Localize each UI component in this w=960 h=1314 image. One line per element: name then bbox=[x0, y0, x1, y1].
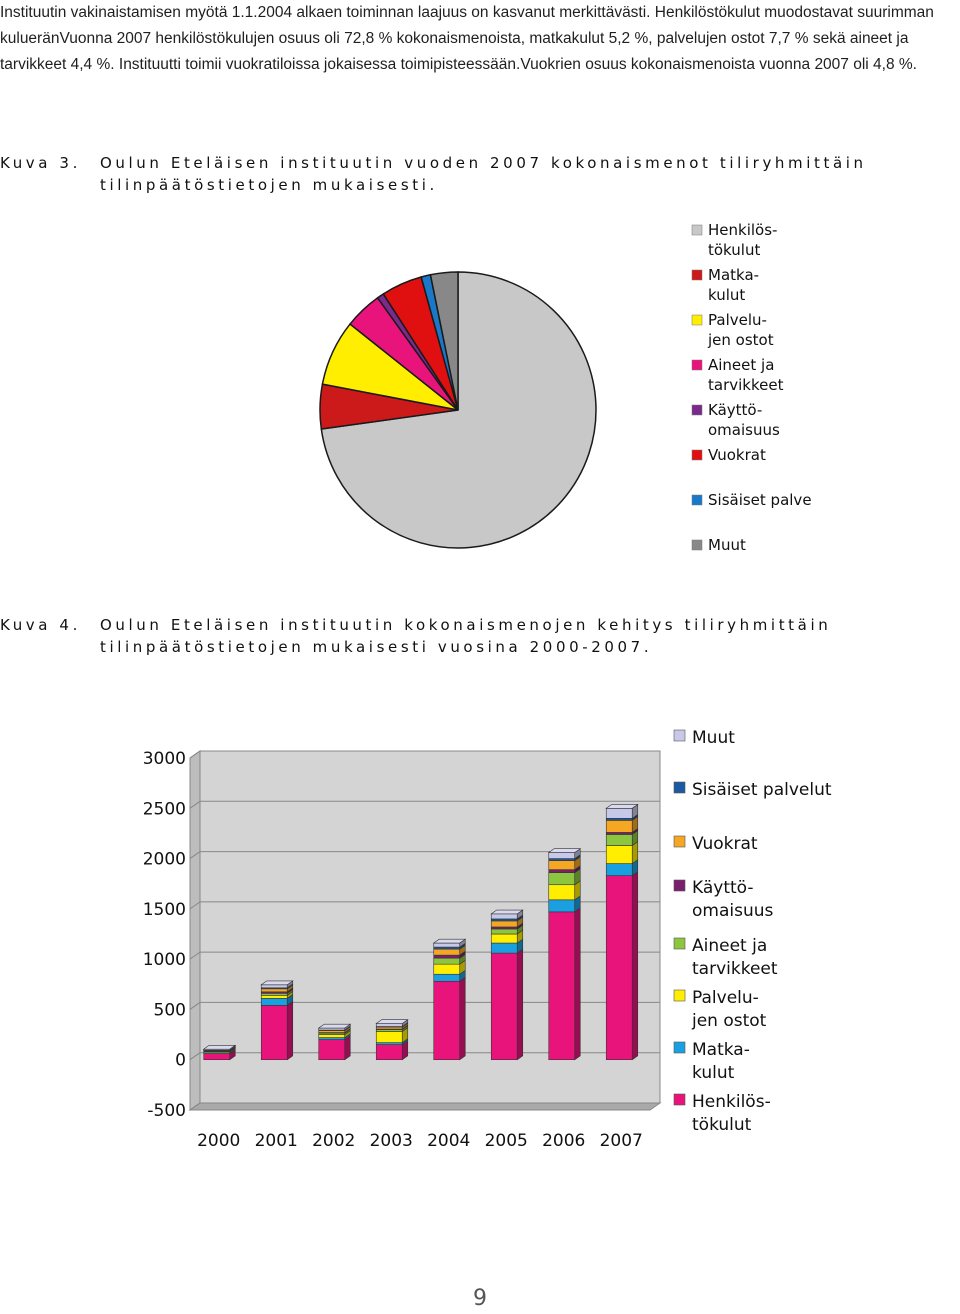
legend-swatch bbox=[692, 270, 702, 280]
bar-segment bbox=[261, 989, 287, 992]
legend-label: tarvikkeet bbox=[708, 376, 784, 394]
bar-segment bbox=[319, 1040, 345, 1060]
bar-segment-side bbox=[287, 1002, 293, 1060]
legend-label: Käyttö- bbox=[708, 401, 763, 419]
bar-segment bbox=[434, 974, 460, 981]
plot-floor bbox=[190, 1103, 660, 1110]
bar-top bbox=[606, 804, 638, 808]
bar-segment bbox=[606, 818, 632, 820]
legend-swatch bbox=[692, 495, 702, 505]
bar-segment bbox=[491, 914, 517, 919]
bar-top bbox=[319, 1024, 351, 1028]
bar-segment-side bbox=[517, 949, 523, 1059]
legend-label: jen ostot bbox=[692, 1011, 767, 1031]
legend-label: Sisäiset palvelut bbox=[692, 780, 832, 800]
legend-label: Henkilös- bbox=[708, 221, 778, 239]
bar-segment bbox=[434, 955, 460, 958]
y-tick-label: -500 bbox=[147, 1101, 186, 1121]
bar-segment bbox=[491, 919, 517, 921]
legend-label: Vuokrat bbox=[708, 446, 766, 464]
legend-label: jen ostot bbox=[708, 331, 774, 349]
bar-segment bbox=[491, 934, 517, 943]
bar-segment bbox=[549, 885, 575, 900]
bar-segment bbox=[491, 927, 517, 929]
bar-segment-side bbox=[460, 977, 466, 1059]
x-tick-label: 2001 bbox=[254, 1131, 298, 1151]
legend-swatch bbox=[692, 360, 702, 370]
bar-segment bbox=[606, 808, 632, 818]
legend-label: omaisuus bbox=[708, 421, 780, 439]
legend-label: Aineet ja bbox=[708, 356, 775, 374]
bar-segment bbox=[434, 981, 460, 1059]
bar-segment bbox=[376, 1032, 402, 1043]
legend-label: Käyttö- bbox=[692, 878, 754, 898]
x-tick-label: 2006 bbox=[542, 1131, 586, 1151]
legend-swatch bbox=[692, 405, 702, 415]
bar-segment bbox=[606, 864, 632, 876]
bar-segment bbox=[491, 943, 517, 953]
bar-top bbox=[204, 1045, 236, 1049]
figure3-label: Kuva 3. bbox=[0, 154, 81, 172]
bar-segment bbox=[549, 861, 575, 870]
y-tick-label: 3000 bbox=[142, 749, 186, 769]
bar-segment bbox=[606, 834, 632, 845]
legend-label: tarvikkeet bbox=[692, 959, 778, 979]
x-tick-label: 2003 bbox=[369, 1131, 413, 1151]
legend-swatch bbox=[692, 225, 702, 235]
legend-swatch bbox=[674, 836, 685, 847]
legend-label: Sisäiset palve bbox=[708, 491, 812, 509]
legend-label: kulut bbox=[708, 286, 746, 304]
x-tick-label: 2005 bbox=[484, 1131, 528, 1151]
legend-swatch bbox=[674, 730, 685, 741]
figure4-label: Kuva 4. bbox=[0, 616, 81, 634]
bar-segment bbox=[434, 943, 460, 947]
bar-segment bbox=[376, 1024, 402, 1027]
pie-chart bbox=[0, 215, 960, 565]
legend-label: Aineet ja bbox=[692, 936, 768, 956]
bar-segment bbox=[549, 900, 575, 912]
legend-label: Muut bbox=[692, 728, 735, 748]
bar-segment bbox=[549, 859, 575, 861]
bar-segment bbox=[261, 998, 287, 1005]
legend-swatch bbox=[674, 880, 685, 891]
legend-label: Matka- bbox=[708, 266, 760, 284]
legend-swatch bbox=[674, 1094, 685, 1105]
y-tick-label: 2000 bbox=[142, 849, 186, 870]
figure3-title-line1: Oulun Eteläisen instituutin vuoden 2007 kokonaismenot tiliryhmittäin bbox=[100, 154, 867, 172]
bar-segment bbox=[606, 820, 632, 832]
bar-segment bbox=[376, 1043, 402, 1045]
bar-segment bbox=[319, 1035, 345, 1038]
legend-swatch bbox=[674, 1042, 685, 1053]
legend-swatch bbox=[692, 450, 702, 460]
figure3-caption bbox=[0, 154, 867, 194]
bar-segment bbox=[261, 995, 287, 998]
figure4-title-line1: Oulun Eteläisen instituutin kokonaismenojen kehitys tiliryhmittäin bbox=[100, 616, 832, 634]
y-tick-label: 1500 bbox=[142, 899, 186, 920]
stacked-bar-chart bbox=[0, 720, 960, 1160]
y-tick-label: 500 bbox=[153, 1000, 186, 1021]
x-tick-label: 2002 bbox=[312, 1131, 356, 1151]
figure4-title-line2: tilinpäätöstietojen mukaisesti vuosina 2000-2007. bbox=[100, 638, 653, 656]
bar-segment bbox=[376, 1027, 402, 1029]
bar-segment bbox=[319, 1038, 345, 1040]
bar-segment bbox=[434, 958, 460, 964]
figure3-title-line2: tilinpäätöstietojen mukaisesti. bbox=[100, 176, 438, 194]
bar-segment bbox=[319, 1028, 345, 1030]
bar-segment bbox=[491, 921, 517, 927]
bar-segment bbox=[376, 1045, 402, 1060]
bar-segment bbox=[434, 949, 460, 955]
legend-swatch bbox=[674, 938, 685, 949]
legend-swatch bbox=[692, 540, 702, 550]
bar-segment bbox=[261, 985, 287, 988]
y-tick-label: 1000 bbox=[142, 950, 186, 971]
bar-segment bbox=[606, 845, 632, 863]
legend-label: Matka- bbox=[692, 1040, 750, 1060]
legend-label: tökulut bbox=[708, 241, 761, 259]
y-tick-label: 0 bbox=[175, 1050, 186, 1071]
page-number: 9 bbox=[473, 1286, 487, 1311]
bar-top bbox=[376, 1020, 408, 1024]
bar-segment bbox=[606, 876, 632, 1060]
bar-segment bbox=[491, 929, 517, 934]
x-tick-label: 2000 bbox=[197, 1131, 241, 1151]
x-tick-label: 2004 bbox=[427, 1131, 471, 1151]
legend-label: Palvelu- bbox=[692, 988, 759, 1008]
bar-chart-container bbox=[0, 720, 960, 1160]
legend-label: Muut bbox=[708, 536, 746, 554]
legend-swatch bbox=[674, 782, 685, 793]
legend-label: omaisuus bbox=[692, 901, 774, 921]
legend-swatch bbox=[692, 315, 702, 325]
legend-label: Henkilös- bbox=[692, 1092, 771, 1112]
bar-segment bbox=[549, 873, 575, 885]
bar-segment bbox=[261, 993, 287, 995]
legend-swatch bbox=[674, 990, 685, 1001]
bar-segment bbox=[549, 853, 575, 859]
legend-label: tökulut bbox=[692, 1115, 752, 1135]
y-tick-label: 2500 bbox=[142, 799, 186, 820]
bar-top bbox=[434, 939, 466, 943]
bar-segment bbox=[204, 1054, 230, 1060]
x-tick-label: 2007 bbox=[599, 1131, 643, 1151]
bar-segment bbox=[261, 1005, 287, 1059]
bar-segment bbox=[319, 1031, 345, 1033]
intro-paragraph: Instituutin vakinaistamisen myötä 1.1.2004 alkaen toiminnan laajuus on kasvanut merkittävästi. Henkilöstökulut muodostavat suurimman kulueränVuonna 2007 henkilöstökulujen osuus oli 72,8 % kokonaismenoista, matkakulut 5,2 %, palvelujen ostot 7,7 % sekä aineet ja tarvikkeet 4,4 %. Instituutti toimii vuokratiloissa jokaisessa toimipisteessään.Vuokrien osuus kokonaismenoista vuonna 2007 oli 4,8 %. bbox=[0, 4, 934, 73]
bar-segment bbox=[434, 964, 460, 974]
legend-label: Vuokrat bbox=[692, 834, 758, 854]
bar-top bbox=[261, 981, 293, 985]
bar-segment-side bbox=[632, 872, 638, 1060]
bar-segment bbox=[434, 947, 460, 949]
bar-segment bbox=[491, 953, 517, 1060]
figure4-caption bbox=[0, 616, 831, 656]
legend-label: Palvelu- bbox=[708, 311, 767, 329]
bar-top bbox=[549, 849, 581, 853]
bar-segment bbox=[549, 912, 575, 1060]
bar-segment-side bbox=[575, 908, 581, 1060]
bar-segment bbox=[376, 1030, 402, 1032]
pie-chart-container bbox=[0, 215, 960, 565]
bar-segment bbox=[606, 832, 632, 834]
bar-top bbox=[491, 910, 523, 914]
legend-label: kulut bbox=[692, 1063, 735, 1083]
bar-segment bbox=[549, 870, 575, 873]
